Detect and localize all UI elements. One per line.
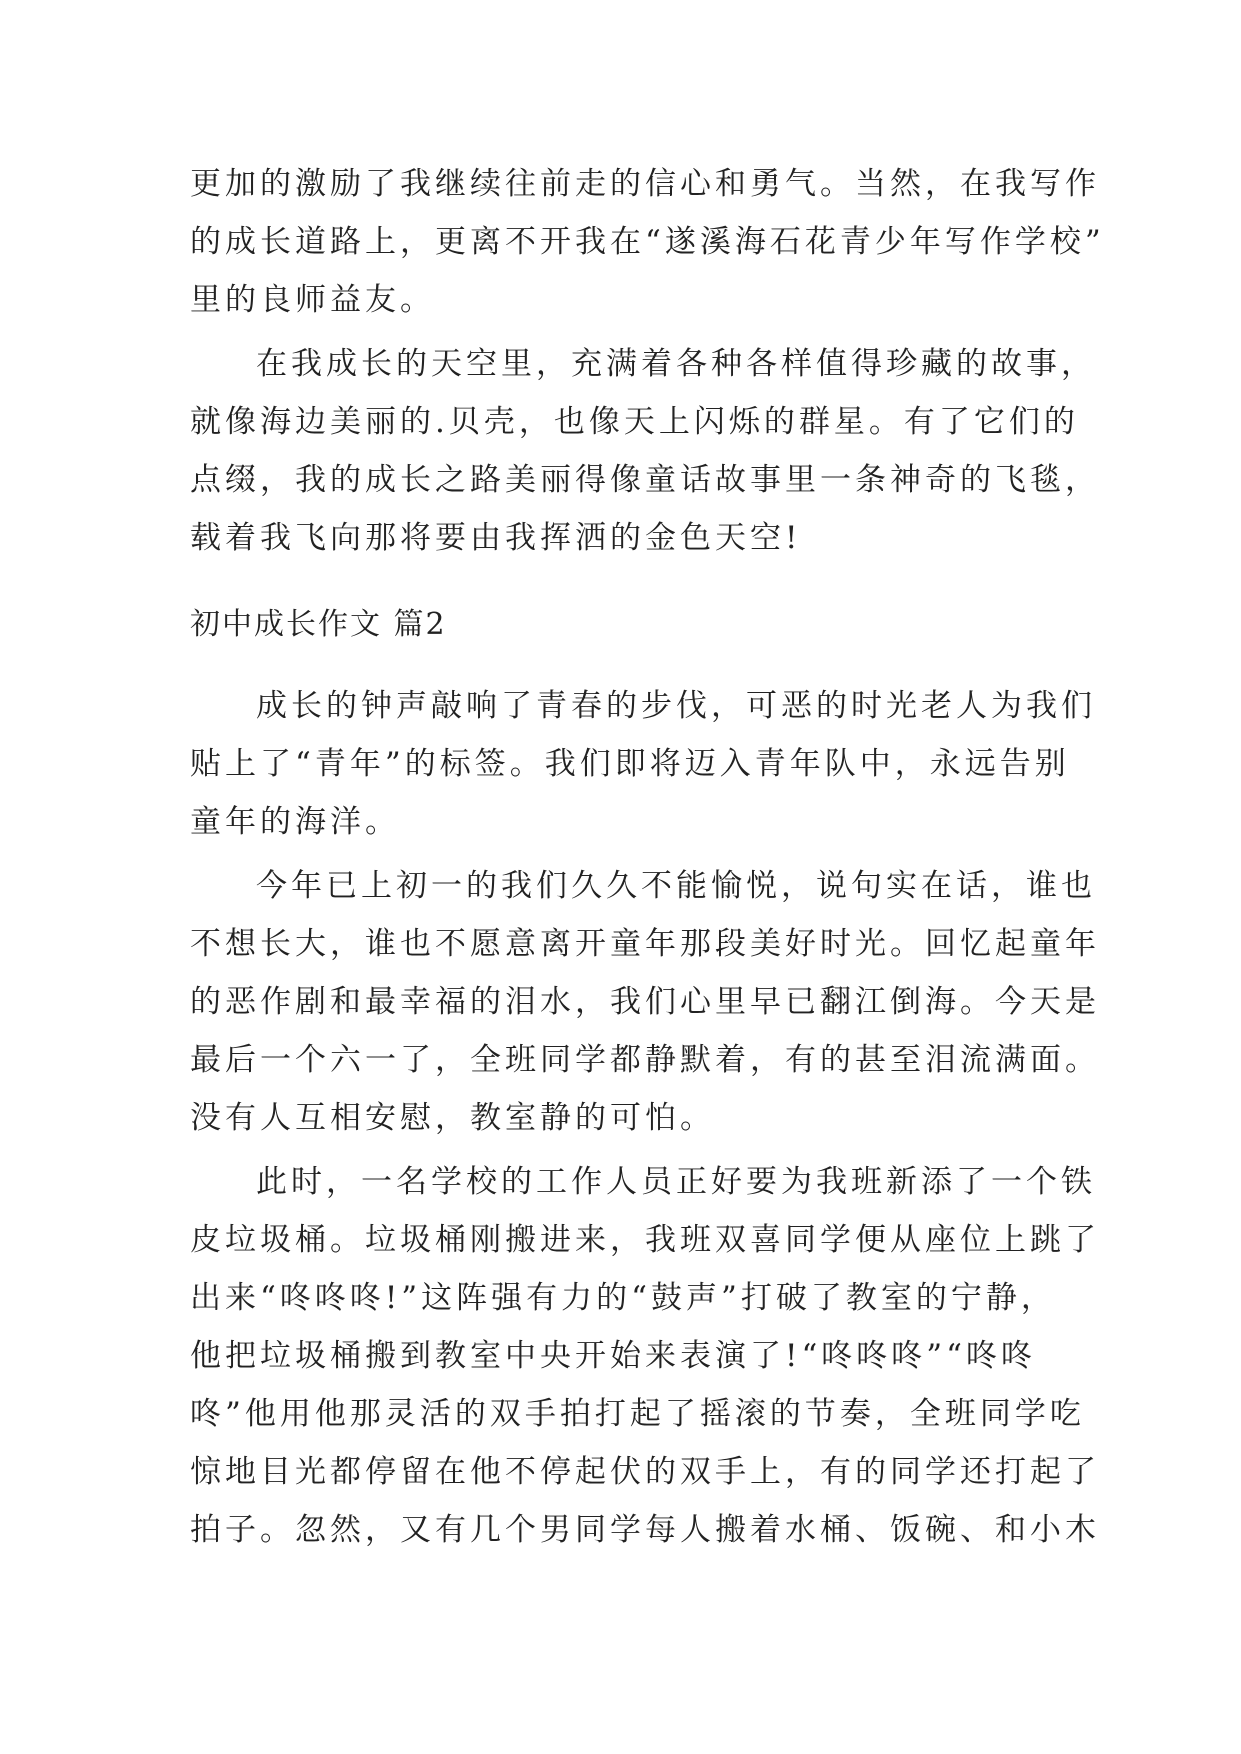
top-text-block bbox=[190, 155, 1105, 567]
paragraph-line: 在我成长的天空里，充满着各种各样值得珍藏的故事， bbox=[256, 346, 1096, 382]
paragraph-line: 成长的钟声敲响了青春的步伐，可恶的时光老人为我们 bbox=[256, 688, 1096, 724]
paragraph-line: 惊地目光都停留在他不停起伏的双手上，有的同学还打起了 bbox=[190, 1454, 1100, 1490]
paragraph-line: 他把垃圾桶搬到教室中央开始来表演了!“咚咚咚”“咚咚 bbox=[190, 1338, 1036, 1374]
paragraph-line: 出来“咚咚咚!”这阵强有力的“鼓声”打破了教室的宁静， bbox=[190, 1280, 1056, 1316]
paragraph-line: 的恶作剧和最幸福的泪水，我们心里早已翻江倒海。今天是 bbox=[190, 984, 1100, 1020]
paragraph-line: 不想长大，谁也不愿意离开童年那段美好时光。回忆起童年 bbox=[190, 926, 1100, 962]
paragraph-4 bbox=[190, 857, 1100, 1147]
paragraph-line: 最后一个六一了，全班同学都静默着，有的甚至泪流满面。 bbox=[190, 1042, 1100, 1078]
paragraph-line: 更加的激励了我继续往前走的信心和勇气。当然，在我写作 bbox=[190, 166, 1100, 202]
paragraph-line: 点缀，我的成长之路美丽得像童话故事里一条神奇的飞毯， bbox=[190, 462, 1100, 498]
paragraph-line: 就像海边美丽的.贝壳，也像天上闪烁的群星。有了它们的 bbox=[190, 404, 1079, 440]
paragraph-line: 此时，一名学校的工作人员正好要为我班新添了一个铁 bbox=[256, 1164, 1096, 1200]
paragraph-line: 里的良师益友。 bbox=[190, 282, 435, 318]
paragraph-5 bbox=[190, 1153, 1100, 1559]
paragraph-line: 咚”他用他那灵活的双手拍打起了摇滚的节奏，全班同学吃 bbox=[190, 1396, 1085, 1432]
paragraph-line: 贴上了“青年”的标签。我们即将迈入青年队中，永远告别 bbox=[190, 746, 1070, 782]
paragraph-line: 童年的海洋。 bbox=[190, 804, 400, 840]
paragraph-1 bbox=[190, 155, 1105, 329]
paragraph-3 bbox=[190, 677, 1096, 851]
paragraph-2 bbox=[190, 335, 1100, 567]
section-title: 初中成长作文 篇2 bbox=[190, 607, 447, 642]
paragraph-line: 拍子。忽然，又有几个男同学每人搬着水桶、饭碗、和小木 bbox=[190, 1512, 1100, 1548]
paragraph-line: 皮垃圾桶。垃圾桶刚搬进来，我班双喜同学便从座位上跳了 bbox=[190, 1222, 1100, 1258]
paragraph-line: 今年已上初一的我们久久不能愉悦，说句实在话，谁也 bbox=[256, 868, 1096, 904]
paragraph-line: 载着我飞向那将要由我挥洒的金色天空! bbox=[190, 520, 802, 556]
paragraph-line: 的成长道路上，更离不开我在“遂溪海石花青少年写作学校” bbox=[190, 224, 1105, 260]
bottom-text-block bbox=[190, 677, 1100, 1559]
paragraph-line: 没有人互相安慰，教室静的可怕。 bbox=[190, 1100, 715, 1136]
